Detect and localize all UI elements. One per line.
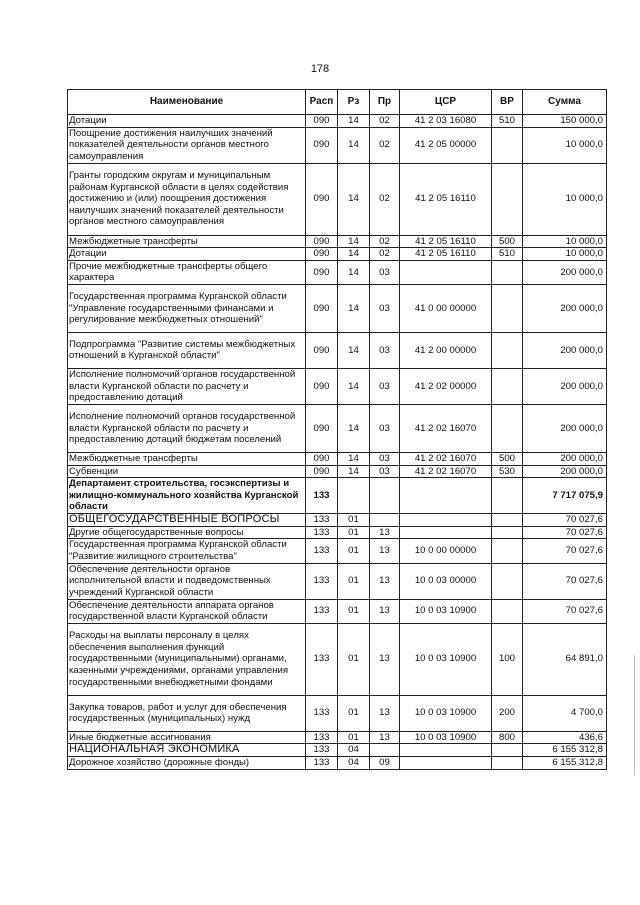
table-row bbox=[68, 163, 607, 235]
table-row bbox=[68, 756, 607, 769]
table-row bbox=[68, 465, 607, 478]
table-row bbox=[68, 332, 607, 368]
cell-rz: 01 bbox=[338, 731, 370, 744]
cell-sum: 200 000,0 bbox=[523, 452, 607, 465]
cell-sum: 6 155 312,8 bbox=[523, 756, 607, 769]
column-header-csr: ЦСР bbox=[400, 90, 492, 115]
cell-vr bbox=[492, 539, 523, 563]
cell-rasp: 133 bbox=[306, 599, 338, 623]
cell-vr bbox=[492, 744, 523, 757]
cell-rz: 14 bbox=[338, 452, 370, 465]
cell-rz: 14 bbox=[338, 284, 370, 332]
cell-rasp: 133 bbox=[306, 744, 338, 757]
cell-sum: 10 000,0 bbox=[523, 163, 607, 235]
cell-rasp: 090 bbox=[306, 235, 338, 248]
table-row bbox=[68, 284, 607, 332]
cell-rasp: 090 bbox=[306, 248, 338, 261]
cell-csr bbox=[400, 478, 492, 514]
cell-csr: 10 0 03 10900 bbox=[400, 731, 492, 744]
table-row bbox=[68, 563, 607, 599]
cell-rasp: 090 bbox=[306, 260, 338, 284]
cell-name: Дотации bbox=[68, 248, 306, 261]
cell-pr bbox=[370, 478, 400, 514]
cell-rz: 01 bbox=[338, 539, 370, 563]
cell-sum: 200 000,0 bbox=[523, 260, 607, 284]
cell-pr: 13 bbox=[370, 695, 400, 731]
column-header-name: Наименование bbox=[68, 90, 306, 115]
cell-sum: 200 000,0 bbox=[523, 368, 607, 404]
cell-sum: 70 027,6 bbox=[523, 539, 607, 563]
cell-vr: 500 bbox=[492, 235, 523, 248]
cell-sum: 10 000,0 bbox=[523, 235, 607, 248]
cell-csr: 41 0 00 00000 bbox=[400, 284, 492, 332]
cell-rasp: 133 bbox=[306, 563, 338, 599]
cell-csr: 10 0 03 10900 bbox=[400, 623, 492, 695]
table-row bbox=[68, 260, 607, 284]
cell-sum: 70 027,6 bbox=[523, 599, 607, 623]
cell-rz: 14 bbox=[338, 332, 370, 368]
cell-rasp: 090 bbox=[306, 163, 338, 235]
cell-pr: 03 bbox=[370, 465, 400, 478]
cell-pr: 02 bbox=[370, 127, 400, 163]
cell-pr: 13 bbox=[370, 526, 400, 539]
table-row bbox=[68, 744, 607, 757]
table-row bbox=[68, 539, 607, 563]
cell-csr: 41 2 02 16070 bbox=[400, 404, 492, 452]
cell-pr: 02 bbox=[370, 163, 400, 235]
cell-name: НАЦИОНАЛЬНАЯ ЭКОНОМИКА bbox=[68, 744, 306, 757]
cell-name: Расходы на выплаты персоналу в целях обеспечения выполнения функций государственными (муниципальными) органами, казенными учреждениями, органами управления государственными внебюджетными фондами bbox=[68, 623, 306, 695]
cell-csr bbox=[400, 756, 492, 769]
cell-name: Обеспечение деятельности органов исполнительной власти и подведомственных учреждений Курганской области bbox=[68, 563, 306, 599]
table-row bbox=[68, 695, 607, 731]
cell-csr: 41 2 02 16070 bbox=[400, 465, 492, 478]
cell-sum: 150 000,0 bbox=[523, 115, 607, 128]
cell-sum: 70 027,6 bbox=[523, 514, 607, 527]
cell-csr: 10 0 00 00000 bbox=[400, 539, 492, 563]
cell-rasp: 133 bbox=[306, 695, 338, 731]
cell-rz: 14 bbox=[338, 260, 370, 284]
cell-name: Дотации bbox=[68, 115, 306, 128]
table-row bbox=[68, 127, 607, 163]
column-header-rasp: Расп bbox=[306, 90, 338, 115]
cell-pr: 13 bbox=[370, 731, 400, 744]
cell-pr: 13 bbox=[370, 599, 400, 623]
cell-csr: 10 0 03 10900 bbox=[400, 695, 492, 731]
table-row bbox=[68, 731, 607, 744]
cell-vr: 100 bbox=[492, 623, 523, 695]
cell-csr: 41 2 05 16110 bbox=[400, 163, 492, 235]
cell-csr: 41 2 05 16110 bbox=[400, 235, 492, 248]
column-header-pr: Пр bbox=[370, 90, 400, 115]
cell-rasp: 090 bbox=[306, 127, 338, 163]
cell-name: Субвенции bbox=[68, 465, 306, 478]
cell-pr: 02 bbox=[370, 248, 400, 261]
table-row bbox=[68, 623, 607, 695]
table-row bbox=[68, 404, 607, 452]
cell-vr: 500 bbox=[492, 452, 523, 465]
cell-vr: 510 bbox=[492, 248, 523, 261]
cell-name: Исполнение полномочий органов государственной власти Курганской области по расчету и предоставлению дотаций бюджетам поселений bbox=[68, 404, 306, 452]
cell-rz: 01 bbox=[338, 526, 370, 539]
cell-name: ОБЩЕГОСУДАРСТВЕННЫЕ ВОПРОСЫ bbox=[68, 514, 306, 527]
table-row bbox=[68, 478, 607, 514]
cell-name: Подпрограмма "Развитие системы межбюджетных отношений в Курганской области" bbox=[68, 332, 306, 368]
cell-sum: 10 000,0 bbox=[523, 248, 607, 261]
cell-vr bbox=[492, 478, 523, 514]
cell-name: Исполнение полномочий органов государственной власти Курганской области по расчету и предоставлению дотаций bbox=[68, 368, 306, 404]
cell-sum: 64 891,0 bbox=[523, 623, 607, 695]
cell-name: Департамент строительства, госэкспертизы и жилищно-коммунального хозяйства Курганской области bbox=[68, 478, 306, 514]
cell-pr: 13 bbox=[370, 563, 400, 599]
cell-rz: 01 bbox=[338, 563, 370, 599]
cell-rasp: 090 bbox=[306, 368, 338, 404]
table-header-row bbox=[68, 90, 607, 115]
cell-name: Иные бюджетные ассигнования bbox=[68, 731, 306, 744]
cell-rz: 01 bbox=[338, 599, 370, 623]
cell-pr: 09 bbox=[370, 756, 400, 769]
cell-csr: 41 2 00 00000 bbox=[400, 332, 492, 368]
page-number: 178 bbox=[310, 63, 330, 75]
cell-csr: 10 0 03 00000 bbox=[400, 563, 492, 599]
cell-rz: 01 bbox=[338, 623, 370, 695]
cell-rz: 14 bbox=[338, 163, 370, 235]
cell-sum: 200 000,0 bbox=[523, 332, 607, 368]
cell-rz: 14 bbox=[338, 127, 370, 163]
table-row bbox=[68, 235, 607, 248]
table-row bbox=[68, 599, 607, 623]
table-row bbox=[68, 514, 607, 527]
cell-csr bbox=[400, 744, 492, 757]
cell-rasp: 133 bbox=[306, 623, 338, 695]
cell-name: Государственная программа Курганской области "Управление государственными финансами и регулирование межбюджетных отношений" bbox=[68, 284, 306, 332]
cell-pr: 03 bbox=[370, 452, 400, 465]
cell-sum: 10 000,0 bbox=[523, 127, 607, 163]
cell-sum: 200 000,0 bbox=[523, 284, 607, 332]
table-row bbox=[68, 368, 607, 404]
cell-vr bbox=[492, 284, 523, 332]
cell-rasp: 090 bbox=[306, 284, 338, 332]
cell-vr bbox=[492, 526, 523, 539]
cell-pr: 03 bbox=[370, 284, 400, 332]
cell-sum: 436,6 bbox=[523, 731, 607, 744]
cell-name: Обеспечение деятельности аппарата органов государственной власти Курганской области bbox=[68, 599, 306, 623]
cell-sum: 4 700,0 bbox=[523, 695, 607, 731]
cell-csr bbox=[400, 260, 492, 284]
cell-name: Прочие межбюджетные трансферты общего характера bbox=[68, 260, 306, 284]
cell-pr: 03 bbox=[370, 368, 400, 404]
table-row bbox=[68, 526, 607, 539]
cell-rasp: 133 bbox=[306, 539, 338, 563]
cell-csr bbox=[400, 514, 492, 527]
cell-pr: 02 bbox=[370, 115, 400, 128]
cell-csr: 41 2 03 16080 bbox=[400, 115, 492, 128]
cell-sum: 200 000,0 bbox=[523, 404, 607, 452]
cell-csr: 41 2 02 16070 bbox=[400, 452, 492, 465]
cell-pr: 02 bbox=[370, 235, 400, 248]
cell-pr: 13 bbox=[370, 623, 400, 695]
column-header-sum: Сумма bbox=[523, 90, 607, 115]
column-header-vr: ВР bbox=[492, 90, 523, 115]
cell-rasp: 133 bbox=[306, 756, 338, 769]
column-header-rz: Рз bbox=[338, 90, 370, 115]
table-row bbox=[68, 452, 607, 465]
cell-csr: 10 0 03 10900 bbox=[400, 599, 492, 623]
cell-csr: 41 2 05 16110 bbox=[400, 248, 492, 261]
cell-csr: 41 2 05 00000 bbox=[400, 127, 492, 163]
cell-vr: 530 bbox=[492, 465, 523, 478]
table-row bbox=[68, 248, 607, 261]
cell-rasp: 133 bbox=[306, 731, 338, 744]
cell-name: Закупка товаров, работ и услуг для обеспечения государственных (муниципальных) нужд bbox=[68, 695, 306, 731]
cell-pr bbox=[370, 514, 400, 527]
cell-rz: 14 bbox=[338, 235, 370, 248]
cell-rz: 04 bbox=[338, 744, 370, 757]
cell-vr bbox=[492, 332, 523, 368]
cell-rasp: 090 bbox=[306, 115, 338, 128]
cell-name: Дорожное хозяйство (дорожные фонды) bbox=[68, 756, 306, 769]
cell-pr: 03 bbox=[370, 260, 400, 284]
cell-vr bbox=[492, 260, 523, 284]
cell-vr bbox=[492, 127, 523, 163]
cell-vr: 510 bbox=[492, 115, 523, 128]
cell-sum: 70 027,6 bbox=[523, 526, 607, 539]
cell-rz: 14 bbox=[338, 404, 370, 452]
cell-name: Межбюджетные трансферты bbox=[68, 235, 306, 248]
cell-rz: 14 bbox=[338, 115, 370, 128]
table-row bbox=[68, 115, 607, 128]
cell-rasp: 090 bbox=[306, 452, 338, 465]
cell-sum: 70 027,6 bbox=[523, 563, 607, 599]
cell-vr bbox=[492, 368, 523, 404]
cell-sum: 6 155 312,8 bbox=[523, 744, 607, 757]
cell-vr bbox=[492, 599, 523, 623]
cell-pr: 03 bbox=[370, 404, 400, 452]
cell-pr: 03 bbox=[370, 332, 400, 368]
cell-rz bbox=[338, 478, 370, 514]
cell-sum: 200 000,0 bbox=[523, 465, 607, 478]
cell-rasp: 090 bbox=[306, 465, 338, 478]
cell-vr bbox=[492, 404, 523, 452]
table-body bbox=[68, 115, 607, 770]
cell-vr bbox=[492, 563, 523, 599]
cell-rz: 14 bbox=[338, 465, 370, 478]
cell-rz: 04 bbox=[338, 756, 370, 769]
cell-name: Гранты городским округам и муниципальным районам Курганской области в целях содействия достижению и (или) поощрения достижения наилучших значений показателей деятельности органов местного самоуправления bbox=[68, 163, 306, 235]
cell-vr: 200 bbox=[492, 695, 523, 731]
cell-csr: 41 2 02 00000 bbox=[400, 368, 492, 404]
cell-vr bbox=[492, 163, 523, 235]
cell-rasp: 090 bbox=[306, 332, 338, 368]
cell-name: Межбюджетные трансферты bbox=[68, 452, 306, 465]
cell-rasp: 090 bbox=[306, 404, 338, 452]
cell-pr bbox=[370, 744, 400, 757]
cell-rz: 14 bbox=[338, 368, 370, 404]
scan-edge-mark bbox=[634, 655, 635, 775]
cell-rz: 01 bbox=[338, 695, 370, 731]
cell-pr: 13 bbox=[370, 539, 400, 563]
cell-vr bbox=[492, 756, 523, 769]
cell-rasp: 133 bbox=[306, 526, 338, 539]
cell-rasp: 133 bbox=[306, 514, 338, 527]
cell-rz: 01 bbox=[338, 514, 370, 527]
cell-name: Другие общегосударственные вопросы bbox=[68, 526, 306, 539]
cell-name: Государственная программа Курганской области "Развитие жилищного строительства" bbox=[68, 539, 306, 563]
cell-csr bbox=[400, 526, 492, 539]
cell-rz: 14 bbox=[338, 248, 370, 261]
cell-vr bbox=[492, 514, 523, 527]
cell-name: Поощрение достижения наилучших значений показателей деятельности органов местного самоуправления bbox=[68, 127, 306, 163]
cell-vr: 800 bbox=[492, 731, 523, 744]
cell-sum: 7 717 075,9 bbox=[523, 478, 607, 514]
budget-table bbox=[67, 89, 607, 770]
cell-rasp: 133 bbox=[306, 478, 338, 514]
